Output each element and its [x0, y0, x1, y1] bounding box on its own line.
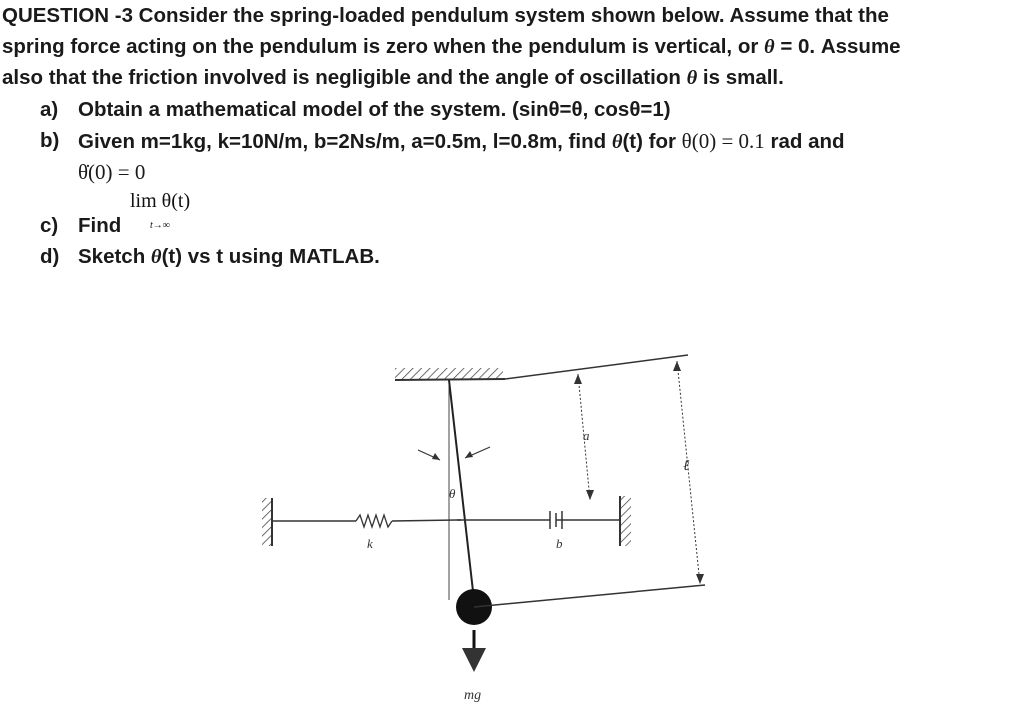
item-d-text-start: Sketch	[78, 245, 151, 268]
spring-connector-right	[392, 520, 457, 521]
item-b-marker: b)	[40, 129, 60, 152]
theta-symbol: θ	[764, 36, 775, 58]
theta-symbol: θ	[686, 67, 698, 89]
ceiling-support	[395, 368, 505, 380]
initial-condition-theta-dot: θ̇(0) = 0	[78, 160, 146, 184]
question-line-3-text: also that the friction involved is negligible and the angle of oscillation	[2, 66, 687, 89]
item-d-text-end: (t) vs t using MATLAB.	[161, 245, 380, 268]
item-c-text: Find	[78, 214, 122, 237]
spring	[356, 515, 392, 527]
top-reference-line	[505, 355, 688, 379]
theta-angle-arrows	[418, 447, 490, 460]
damper	[550, 511, 562, 529]
label-b: b	[556, 536, 563, 551]
question-line-2-end: = 0. Assume	[774, 35, 901, 58]
theta-symbol: θ	[611, 131, 623, 153]
initial-condition-theta: θ(0) = 0.1	[681, 129, 765, 153]
item-a-marker: a)	[40, 98, 59, 121]
question-line-2-text: spring force acting on the pendulum is zero when the pendulum is vertical, or	[2, 35, 765, 58]
item-b-text-mid: (t) for	[622, 130, 682, 153]
label-l: ℓ	[683, 458, 690, 474]
question-line-3-end: is small.	[697, 66, 784, 89]
right-wall	[620, 496, 631, 546]
left-wall	[262, 498, 272, 546]
label-theta: θ	[449, 486, 456, 501]
question-line-1: QUESTION -3 Consider the spring-loaded pendulum system shown below. Assume that the	[2, 4, 889, 27]
item-c-marker: c)	[40, 214, 59, 237]
item-b-text-start: Given m=1kg, k=10N/m, b=2Ns/m, a=0.5m, l=0.8m, find	[78, 130, 612, 153]
label-k: k	[367, 536, 373, 551]
label-a: a	[583, 428, 590, 443]
bottom-reference-line	[474, 585, 705, 607]
limit-subscript: t→∞	[150, 220, 170, 231]
item-d-marker: d)	[40, 245, 60, 268]
label-mg: mg	[464, 688, 482, 703]
limit-expression: lim θ(t)	[130, 190, 191, 212]
theta-symbol: θ	[150, 246, 162, 268]
item-b-text-end: rad and	[764, 130, 845, 153]
item-a-text: Obtain a mathematical model of the system. (sinθ=θ, cosθ=1)	[78, 98, 671, 121]
